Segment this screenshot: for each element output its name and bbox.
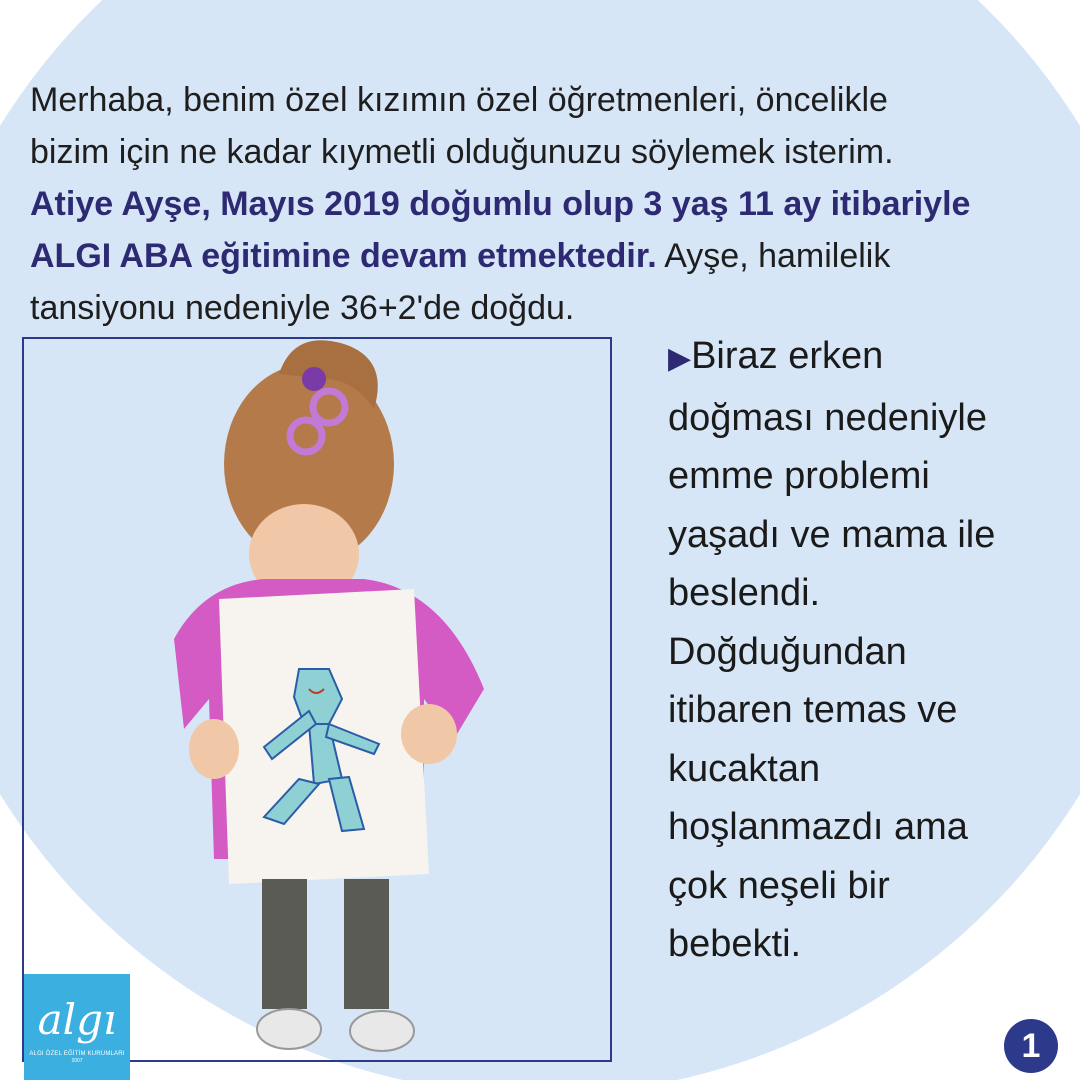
left-hand <box>189 719 239 779</box>
child-photo <box>24 339 610 1060</box>
intro-bold-line-3: Atiye Ayşe, Mayıs 2019 doğumlu olup 3 yaş 11 ay itibariyle <box>30 185 971 223</box>
left-leg <box>262 879 307 1009</box>
intro-line-4-rest: Ayşe, hamilelik <box>656 237 891 275</box>
intro-bold-line-4: ALGI ABA eğitimine devam etmektedir. <box>30 237 657 275</box>
page-number-badge: 1 <box>1004 1019 1058 1073</box>
intro-line-1: Merhaba, benim özel kızımın özel öğretmenleri, öncelikle <box>30 81 888 119</box>
left-shoe <box>257 1009 321 1049</box>
right-leg <box>344 879 389 1009</box>
logo-year: 2007 <box>71 1058 83 1064</box>
side-line: hoşlanmazdı ama <box>668 806 968 848</box>
right-hand <box>401 704 457 764</box>
logo-name: ALGI ÖZEL EĞİTİM KURUMLARI <box>29 1051 125 1057</box>
triangle-right-icon: ▶ <box>668 342 692 375</box>
algi-logo <box>24 974 130 1080</box>
photo-frame <box>22 337 612 1062</box>
side-line: Biraz erken <box>691 335 884 377</box>
side-paragraph <box>668 327 1048 974</box>
side-line: emme problemi <box>668 455 930 497</box>
side-line: Doğduğundan <box>668 630 907 673</box>
side-line: beslendi. <box>668 572 821 614</box>
side-line: itibaren temas ve <box>668 689 958 731</box>
side-line: bebekti. <box>668 923 802 965</box>
side-line: doğması nedeniyle <box>668 396 987 439</box>
side-line: kucaktan <box>668 747 821 790</box>
intro-line-5: tansiyonu nedeniyle 36+2'de doğdu. <box>30 289 575 327</box>
intro-line-2: bizim için ne kadar kıymetli olduğunuzu söylemek isterim. <box>30 133 894 171</box>
hair-tie <box>302 367 326 391</box>
right-shoe <box>350 1011 414 1051</box>
logo-script: algı <box>37 995 117 1044</box>
side-line: çok neşeli bir <box>668 864 890 907</box>
side-line: yaşadı ve mama ile <box>668 513 996 556</box>
intro-paragraph <box>30 74 1040 334</box>
